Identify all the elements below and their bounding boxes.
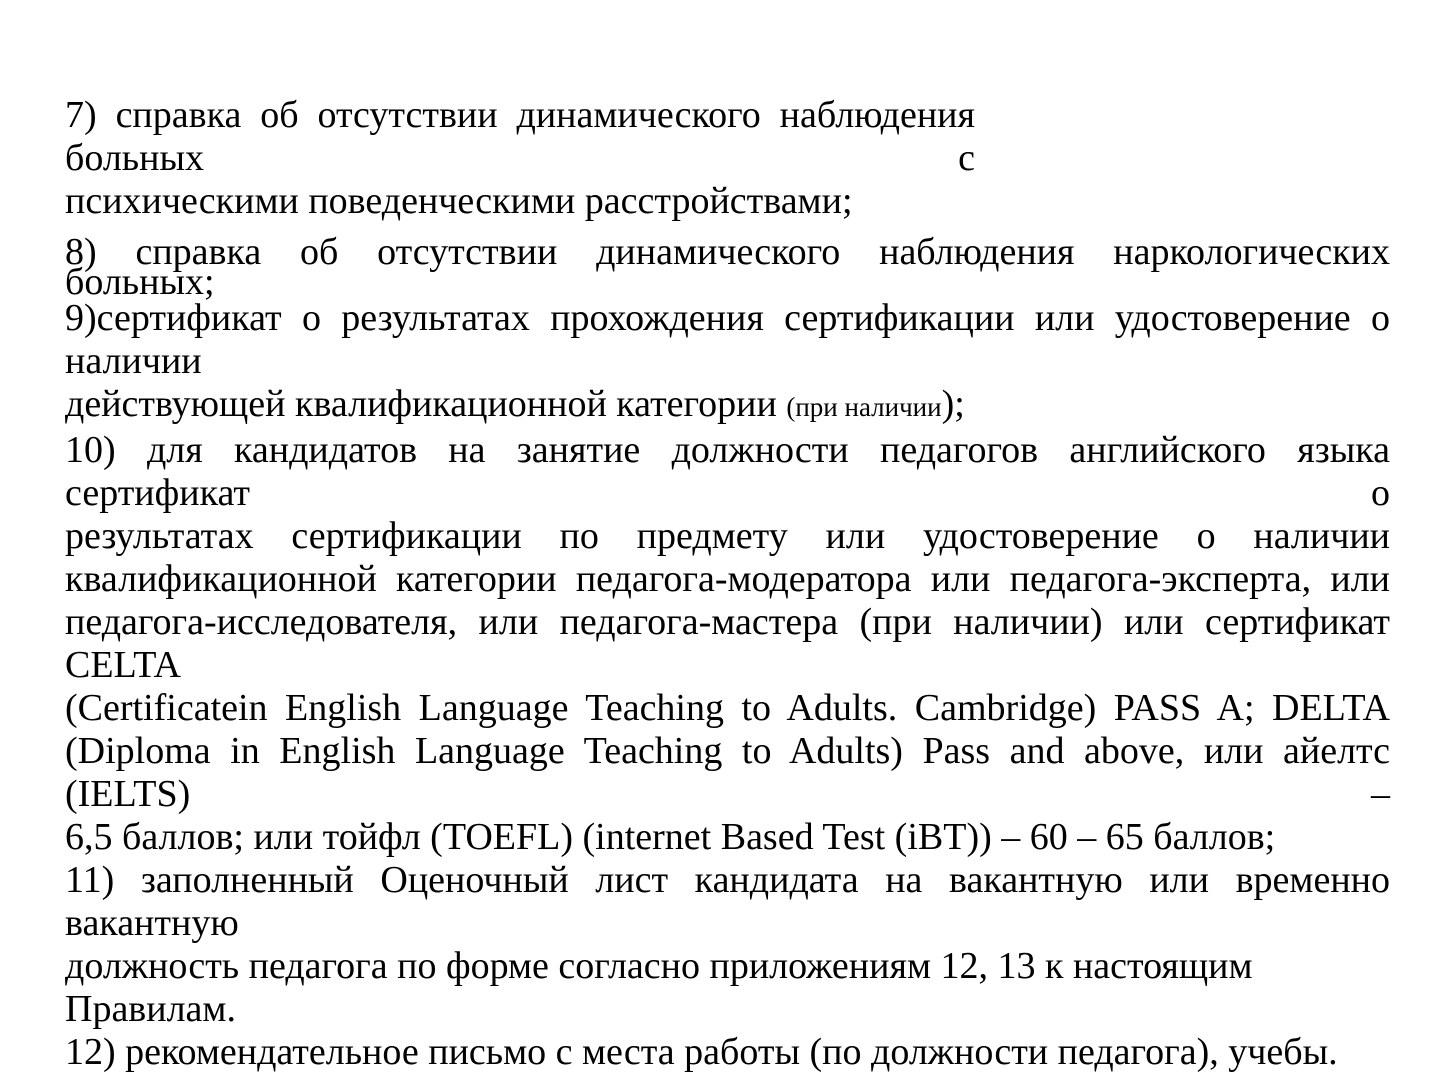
item-10-line-7: 6,5 баллов; или тойфл (TOEFL) (internet Based Test (iBT)) – 60 – 65 баллов; [65, 816, 1276, 858]
item-10-line-4: педагога-исследователя, или педагога-мастера (при наличии) или сертификат CELTA [65, 601, 1390, 686]
item-12-line-1: 12) рекомендательное письмо с места работы (по должности педагога), учебы. [65, 1031, 1338, 1073]
item-9-line-2-tail: ); [941, 383, 965, 425]
paragraph-item-9 [65, 297, 1390, 429]
paragraph-item-12 [65, 1031, 1390, 1074]
paragraph-item-11 [65, 859, 1390, 1031]
item-9-line-1: 9)сертификат о результатах прохождения сертификации или удостоверение о наличии [65, 297, 1390, 382]
paragraph-item-7 [65, 94, 1390, 223]
item-11-line-1: 11) заполненный Оценочный лист кандидата на вакантную или временно вакантную [65, 859, 1390, 944]
item-10-line-1: 10) для кандидатов на занятие должности педагогов английского языка сертификат о [65, 429, 1390, 514]
item-9-line-2-main: действующей квалификационной категории [65, 383, 787, 425]
item-10-line-6: (Diploma in English Language Teaching to Adults) Pass and above, или айелтс (IELTS) – [65, 730, 1390, 815]
item-11-line-2: должность педагога по форме согласно приложениям 12, 13 к настоящим Правилам. [65, 945, 1253, 1030]
item-9-line-2-parenthetical: (при наличии [786, 392, 942, 422]
item-9-line-2 [65, 383, 1390, 429]
paragraph-item-8 [65, 231, 1390, 303]
item-7-line-2: психическими поведенческими расстройствами; [65, 180, 853, 222]
item-10-line-5: (Certificatein English Language Teaching to Adults. Cambridge) PASS A; DELTA [65, 687, 1390, 729]
item-7-line-1: 7) справка об отсутствии динамического наблюдения больных с [65, 94, 975, 179]
item-10-line-2: результатах сертификации по предмету или удостоверение о наличии [65, 515, 1390, 557]
item-8-line-1: 8) справка об отсутствии динамического наблюдения наркологических [65, 231, 1390, 273]
paragraph-item-10 [65, 429, 1390, 859]
item-8-line-2: больных; [65, 261, 215, 303]
item-10-line-3: квалификационной категории педагога-модератора или педагога-эксперта, или [65, 558, 1390, 600]
